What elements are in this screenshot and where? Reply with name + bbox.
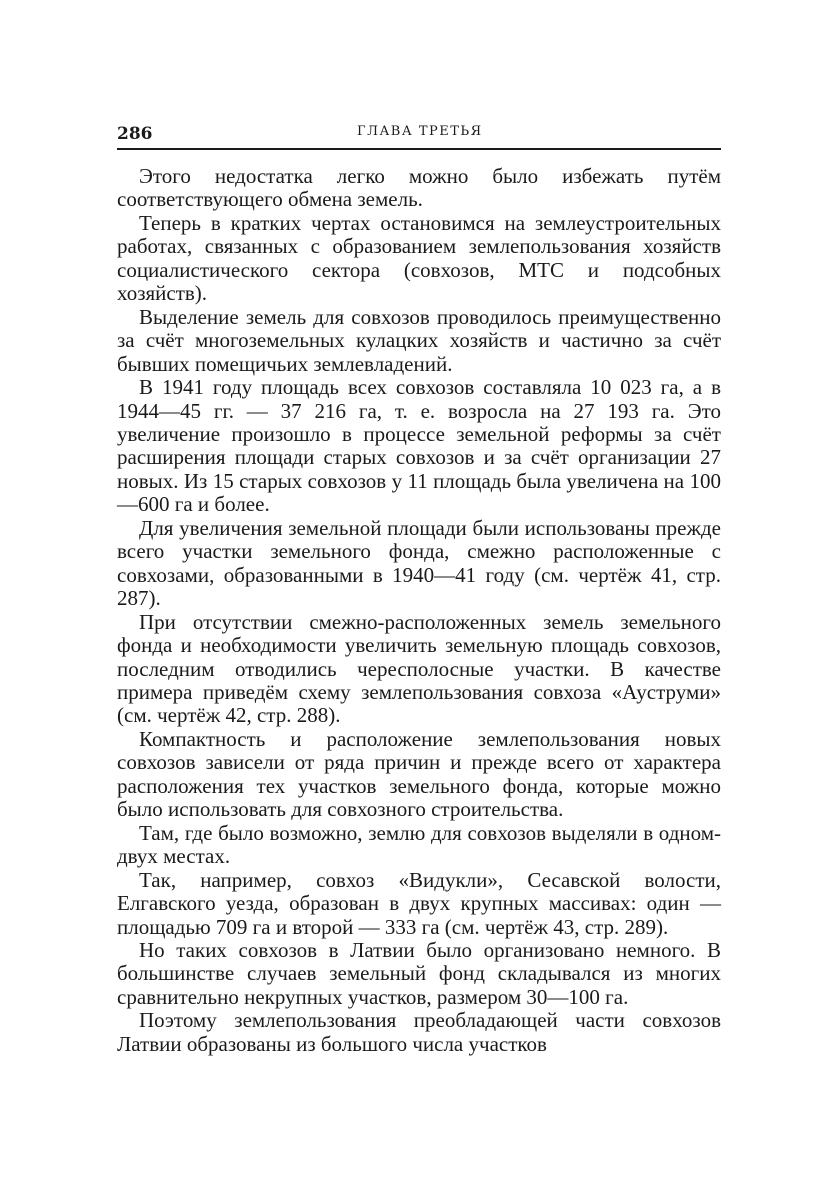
paragraph: Этого недостатка легко можно было избежать путём соответствующего обмена земель. — [117, 164, 721, 212]
paragraph: Компактность и расположение землепользования новых совхозов зависели от ряда причин и прежде всего от характера расположения тех участков земельного фонда, которые можно было использовать для совхозного строительства. — [117, 726, 721, 822]
running-title: ГЛАВА ТРЕТЬЯ — [357, 124, 483, 139]
paragraph: Выделение земель для совхозов проводилось преимущественно за счёт многоземельных кулацких хозяйств и частично за счёт бывших помещичьих землевладений. — [117, 304, 721, 376]
paragraph: Но таких совхозов в Латвии было организовано немного. В большинстве случаев земельный фонд складывался из многих сравнительно некрупных участков, размером 30—100 га. — [117, 937, 721, 1009]
page-header — [117, 118, 721, 150]
paragraph: При отсутствии смежно-расположенных земель земельного фонда и необходимости увеличить земельную площадь совхозов, последним отводились чересполосные участки. В качестве примера приведём схему землепользования совхоза «Ауструми» (см. чертёж 42, стр. 288). — [117, 609, 721, 728]
paragraph: Поэтому землепользования преобладающей части совхозов Латвии образованы из большого числа участков — [117, 1008, 721, 1056]
paragraph: Там, где было возможно, землю для совхозов выделяли в одном-двух местах. — [117, 820, 721, 869]
paragraph: В 1941 году площадь всех совхозов составляла 10 023 га, а в 1944—45 гг. — 37 216 га, т. е. возросла на 27 193 га. Это увеличение произошло в процессе земельной реформы за счёт расширения площади старых совхозов и за счёт организации 27 новых. Из 15 старых совхозов у 11 площадь была увеличена на 100—600 га и более. — [117, 375, 721, 517]
body-text — [117, 165, 721, 1056]
page-number: 286 — [117, 124, 153, 144]
paragraph: Теперь в кратких чертах остановимся на землеустроительных работах, связанных с образованием землепользования хозяйств социалистического сектора (совхозов, МТС и подсобных хозяйств). — [117, 210, 721, 306]
paragraph: Так, например, совхоз «Видукли», Сесавской волости, Елгавского уезда, образован в двух крупных массивах: один — площадью 709 га и второй — 333 га (см. чертёж 43, стр. 289). — [117, 867, 721, 939]
paragraph: Для увеличения земельной площади были использованы прежде всего участки земельного фонда, смежно расположенные с совхозами, образованными в 1940—41 году (см. чертёж 41, стр. 287). — [117, 515, 721, 611]
